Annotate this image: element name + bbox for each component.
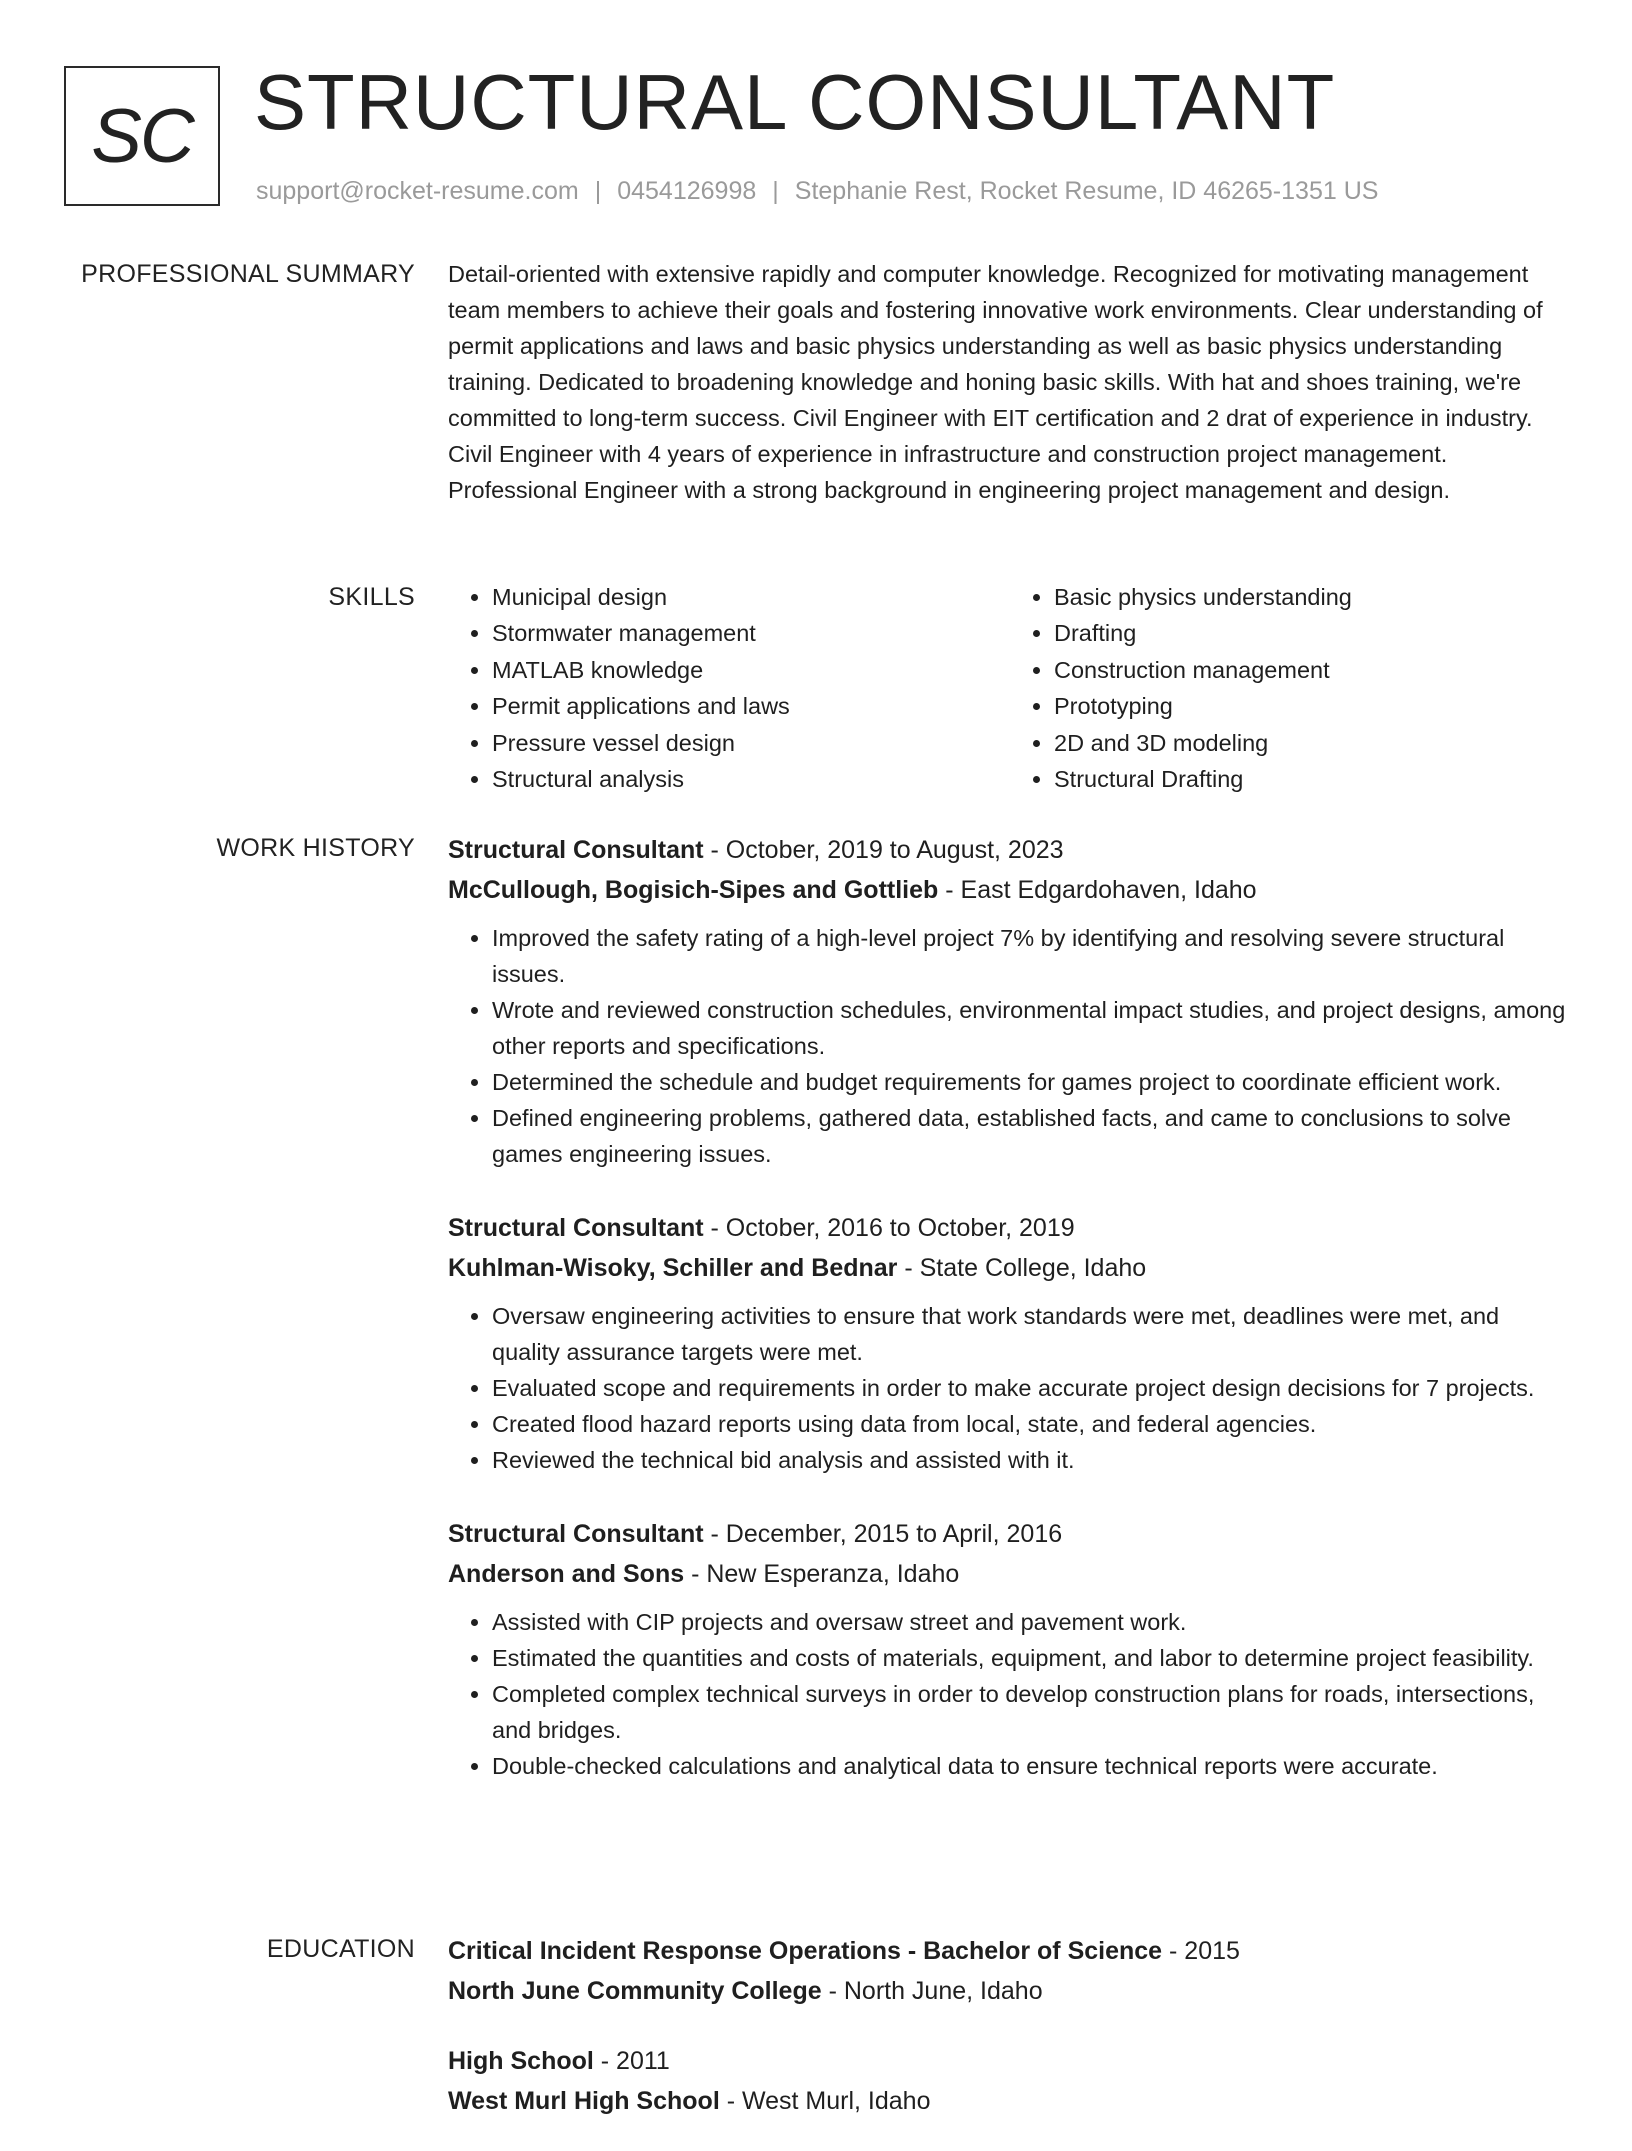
job-bullets bbox=[448, 920, 1572, 1172]
job-bullet: • Completed complex technical surveys in order to develop construction plans for roads, intersections, and bridges. bbox=[492, 1676, 1572, 1748]
job-bullet: • Created flood hazard reports using data from local, state, and federal agencies. bbox=[492, 1406, 1572, 1442]
job-dates: - October, 2019 to August, 2023 bbox=[703, 836, 1064, 864]
contact-line bbox=[256, 174, 1378, 208]
job-entry bbox=[448, 1208, 1572, 1478]
education-school: North June Community College bbox=[448, 1977, 822, 2005]
skill-item: • Pressure vessel design bbox=[492, 725, 1010, 761]
job-title-line bbox=[448, 1208, 1572, 1248]
education-year: - 2011 bbox=[593, 2047, 670, 2075]
education-entry bbox=[448, 1931, 1572, 2011]
skills-body bbox=[448, 579, 1572, 797]
skill-item: • Drafting bbox=[1054, 615, 1572, 651]
job-location: - State College, Idaho bbox=[897, 1254, 1147, 1282]
job-bullet: • Evaluated scope and requirements in order to make accurate project design decisions for 7 projects. bbox=[492, 1370, 1572, 1406]
skills-heading: SKILLS bbox=[328, 583, 415, 611]
skill-item: • Basic physics understanding bbox=[1054, 579, 1572, 615]
skill-item: • MATLAB knowledge bbox=[492, 652, 1010, 688]
job-bullet: • Oversaw engineering activities to ensure that work standards were met, deadlines were met, and quality assurance targets were met. bbox=[492, 1298, 1572, 1370]
contact-address: Stephanie Rest, Rocket Resume, ID 46265-1351 US bbox=[794, 177, 1379, 205]
job-location: - New Esperanza, Idaho bbox=[684, 1560, 960, 1588]
contact-separator: | bbox=[594, 177, 602, 205]
job-bullet: • Reviewed the technical bid analysis and assisted with it. bbox=[492, 1442, 1572, 1478]
job-bullet: • Determined the schedule and budget requirements for games project to coordinate efficient work. bbox=[492, 1064, 1572, 1100]
job-company: Anderson and Sons bbox=[448, 1560, 685, 1588]
education-school: West Murl High School bbox=[448, 2087, 720, 2115]
job-company-line bbox=[448, 870, 1572, 910]
skills-list-left bbox=[448, 579, 1010, 797]
job-entry bbox=[448, 1514, 1572, 1784]
job-bullet: • Wrote and reviewed construction schedules, environmental impact studies, and project designs, among other reports and specifications. bbox=[492, 992, 1572, 1064]
job-title-line bbox=[448, 830, 1572, 870]
summary-heading: PROFESSIONAL SUMMARY bbox=[81, 260, 415, 288]
summary-body bbox=[448, 256, 1572, 508]
job-company: Kuhlman-Wisoky, Schiller and Bednar bbox=[448, 1254, 898, 1282]
summary-text: Detail-oriented with extensive rapidly and computer knowledge. Recognized for motivating management team members to achieve their goals and fostering innovative work environments. Clear understanding of permit applications and laws and basic physics understanding as well as basic physics understanding training. Dedicated to broadening knowledge and honing basic skills. With hat and shoes training, we're committed to long-term success. Civil Engineer with EIT certification and 2 drat of experience in industry. Civil Engineer with 4 years of experience in infrastructure and construction project management. Professional Engineer with a strong background in engineering project management and design. bbox=[448, 261, 1543, 503]
work-history-body bbox=[448, 830, 1572, 1820]
work-history-heading: WORK HISTORY bbox=[216, 834, 415, 862]
education-school-line bbox=[448, 1971, 1572, 2011]
education-year: - 2015 bbox=[1162, 1937, 1240, 1965]
job-title: Structural Consultant bbox=[448, 1214, 704, 1242]
job-title: Structural Consultant bbox=[448, 1520, 704, 1548]
skills-list-right bbox=[1010, 579, 1572, 797]
skill-item: • Structural analysis bbox=[492, 761, 1010, 797]
contact-separator: | bbox=[772, 177, 779, 205]
monogram-initials: SC bbox=[91, 93, 193, 179]
skill-item: • Permit applications and laws bbox=[492, 688, 1010, 724]
skill-item: • Municipal design bbox=[492, 579, 1010, 615]
skill-item: • Stormwater management bbox=[492, 615, 1010, 651]
skill-item: • Structural Drafting bbox=[1054, 761, 1572, 797]
job-bullets bbox=[448, 1298, 1572, 1478]
education-school-line bbox=[448, 2081, 1572, 2121]
job-entry bbox=[448, 830, 1572, 1172]
contact-email: support@rocket-resume.com bbox=[256, 177, 579, 205]
job-company-line bbox=[448, 1554, 1572, 1594]
education-degree: Critical Incident Response Operations - Bachelor of Science bbox=[448, 1937, 1163, 1965]
education-degree-line bbox=[448, 2041, 1572, 2081]
education-degree-line bbox=[448, 1931, 1572, 1971]
job-title-line bbox=[448, 1514, 1572, 1554]
job-bullet: • Assisted with CIP projects and oversaw street and pavement work. bbox=[492, 1604, 1572, 1640]
job-dates: - December, 2015 to April, 2016 bbox=[703, 1520, 1063, 1548]
candidate-title: STRUCTURAL CONSULTANT bbox=[254, 58, 1336, 146]
education-degree: High School bbox=[448, 2047, 594, 2075]
job-bullets bbox=[448, 1604, 1572, 1784]
job-company: McCullough, Bogisich-Sipes and Gottlieb bbox=[448, 876, 939, 904]
job-bullet: • Double-checked calculations and analytical data to ensure technical reports were accurate. bbox=[492, 1748, 1572, 1784]
skill-item: • Construction management bbox=[1054, 652, 1572, 688]
education-location: - North June, Idaho bbox=[821, 1977, 1043, 2005]
monogram-logo bbox=[64, 66, 220, 206]
skill-item: • Prototyping bbox=[1054, 688, 1572, 724]
education-heading: EDUCATION bbox=[266, 1935, 415, 1963]
job-location: - East Edgardohaven, Idaho bbox=[938, 876, 1257, 904]
education-body bbox=[448, 1931, 1572, 2151]
job-dates: - October, 2016 to October, 2019 bbox=[703, 1214, 1075, 1242]
contact-phone: 0454126998 bbox=[617, 177, 757, 205]
education-entry bbox=[448, 2041, 1572, 2121]
job-company-line bbox=[448, 1248, 1572, 1288]
job-bullet: • Improved the safety rating of a high-level project 7% by identifying and resolving severe structural issues. bbox=[492, 920, 1572, 992]
education-location: - West Murl, Idaho bbox=[719, 2087, 931, 2115]
job-bullet: • Defined engineering problems, gathered data, established facts, and came to conclusions to solve games engineering issues. bbox=[492, 1100, 1572, 1172]
job-bullet: • Estimated the quantities and costs of materials, equipment, and labor to determine project feasibility. bbox=[492, 1640, 1572, 1676]
skill-item: • 2D and 3D modeling bbox=[1054, 725, 1572, 761]
job-title: Structural Consultant bbox=[448, 836, 704, 864]
